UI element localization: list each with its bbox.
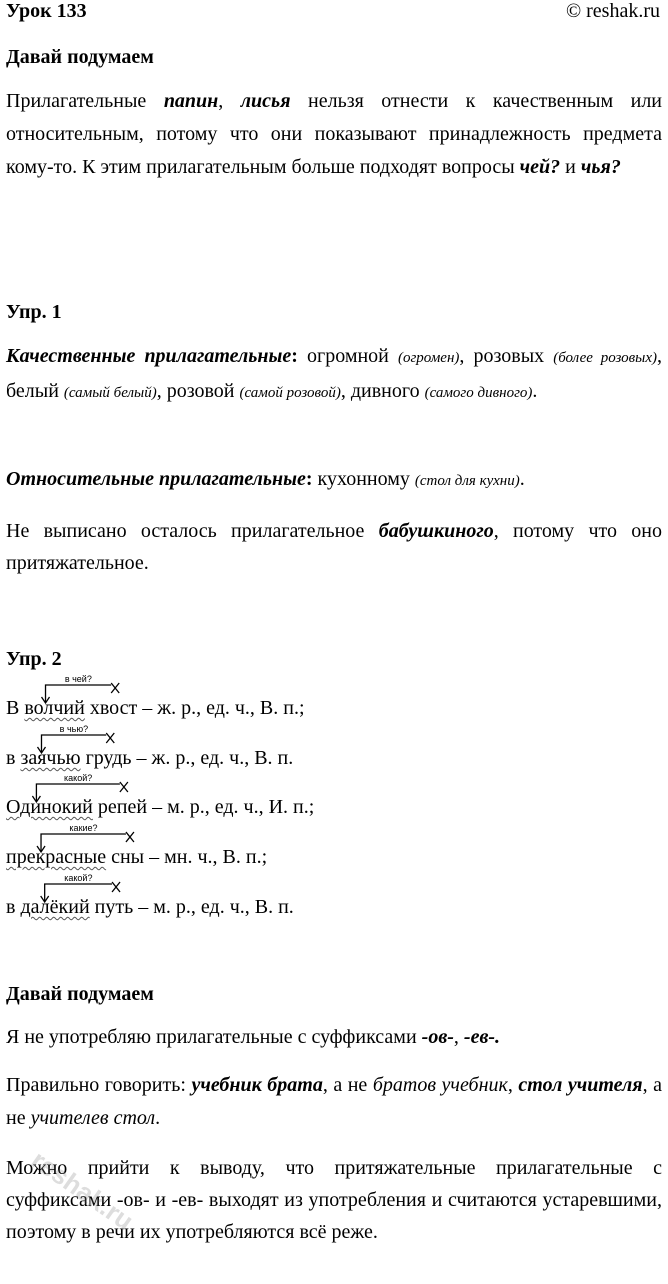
possessive-note-paragraph	[6, 515, 662, 579]
watermark: reshak.ru	[25, 1144, 140, 1237]
adjective-word: далёкий	[20, 896, 90, 918]
section-title-ex-1: Упр. 1	[6, 301, 62, 323]
adjective-word: Одинокий	[6, 796, 93, 818]
keyword: стол учителя	[518, 1074, 643, 1096]
keyword: лисья	[240, 90, 291, 112]
phrase-line	[6, 823, 268, 876]
text: .	[532, 380, 538, 402]
question-label: какие?	[69, 823, 98, 833]
category-label: Качественные прилагательные	[6, 345, 292, 367]
noun-word: грудь	[85, 747, 132, 769]
note: (самой розовой)	[239, 385, 341, 401]
text: Прилагательные	[6, 90, 164, 112]
adjective-word: заячью	[20, 747, 81, 769]
qualitative-adjectives-paragraph	[6, 340, 662, 410]
cross-mark	[112, 882, 120, 892]
adjective-word: волчий	[24, 697, 85, 719]
think-1-paragraph	[6, 85, 662, 184]
text: , а не	[6, 1074, 662, 1129]
grammar-info: – ж. р., ед. ч., В. п.;	[137, 697, 305, 719]
category-label: Относительные прилагательные	[6, 468, 306, 490]
text: , дивного	[340, 380, 425, 402]
incorrect-example: учителев стол	[30, 1107, 156, 1129]
grammar-info: – мн. ч., В. п.;	[144, 846, 268, 868]
text: Я не употребляю прилагательные с суффиксами	[6, 1026, 422, 1048]
preposition: в	[6, 747, 21, 769]
phrase-line	[6, 873, 294, 926]
think-2-suffix-sentence	[6, 1021, 662, 1054]
site-copyright: © reshak.ru	[565, 0, 660, 22]
colon: :	[305, 468, 313, 490]
text: и	[560, 156, 581, 178]
note: (огромен)	[397, 350, 460, 366]
text: кухонному	[312, 468, 415, 490]
note: (стол для кухни)	[414, 473, 520, 489]
text: , потому что оно притяжательное.	[6, 520, 662, 574]
question-label: какой?	[64, 873, 93, 883]
question-label: в чей?	[64, 674, 92, 684]
text: ,	[218, 90, 241, 112]
relative-adjectives-paragraph	[6, 463, 662, 498]
keyword: чей?	[519, 156, 561, 178]
page-header	[6, 0, 660, 24]
text: , розовой	[156, 380, 240, 402]
section-title-think-2: Давай подумаем	[6, 983, 154, 1005]
section-title-think-1: Давай подумаем	[6, 46, 154, 68]
section-title-ex-2: Упр. 2	[6, 648, 62, 670]
text: , а не	[322, 1074, 373, 1096]
noun-word: сны	[111, 846, 145, 868]
phrase-line	[6, 724, 294, 777]
colon: :	[291, 345, 298, 367]
cross-mark	[106, 733, 114, 743]
text: , белый	[6, 345, 662, 402]
think-2-conclusion: Можно прийти к выводу, что притяжательные прилагательные с суффиксами -ов- и -ев- выходят из употребления и считаются устаревшими, поэтому в речи их употребляются всё реже.	[6, 1157, 662, 1243]
grammar-info: – ж. р., ед. ч., В. п.	[131, 747, 294, 769]
keyword: папин	[163, 90, 219, 112]
phrase-line	[6, 773, 315, 826]
note: (самый белый)	[63, 385, 157, 401]
question-label: какой?	[64, 773, 93, 783]
noun-word: путь	[94, 896, 134, 918]
lesson-number: Урок 133	[6, 0, 87, 22]
think-2-correct-usage	[6, 1069, 662, 1135]
keyword: чья?	[580, 156, 621, 178]
text: ,	[453, 1026, 464, 1048]
phrase-line	[6, 674, 305, 727]
cross-mark	[120, 782, 128, 792]
noun-word: хвост	[89, 697, 138, 719]
question-label: в чью?	[59, 724, 89, 734]
suffix: -ев-.	[463, 1026, 501, 1048]
keyword: учебник брата	[191, 1074, 323, 1096]
adjective-word: прекрасные	[6, 846, 107, 868]
cross-mark	[126, 832, 134, 842]
suffix: -ов-	[421, 1026, 454, 1048]
preposition: в	[6, 896, 21, 918]
incorrect-example: братов учебник	[372, 1074, 508, 1096]
cross-mark	[111, 683, 119, 693]
text: .	[155, 1107, 161, 1129]
text: Правильно говорить:	[6, 1074, 192, 1096]
text: .	[519, 468, 525, 490]
grammar-info: – м. р., ед. ч., В. п.	[133, 896, 294, 918]
preposition: В	[6, 697, 25, 719]
keyword: бабушкиного	[378, 520, 494, 542]
text: огромной	[297, 345, 398, 367]
text: ,	[507, 1074, 519, 1096]
noun-word: репей	[97, 796, 148, 818]
note: (самого дивного)	[424, 385, 533, 401]
text: нельзя отнести к качественным или относительным, потому что они показывают принадлежность предмета кому-то. К этим прилагательным больше подходят вопросы	[6, 90, 662, 178]
note: (более розовых)	[553, 350, 657, 366]
text: , розовых	[459, 345, 554, 367]
text: Не выписано осталось прилагательное	[6, 520, 379, 542]
grammar-info: – м. р., ед. ч., И. п.;	[147, 796, 315, 818]
